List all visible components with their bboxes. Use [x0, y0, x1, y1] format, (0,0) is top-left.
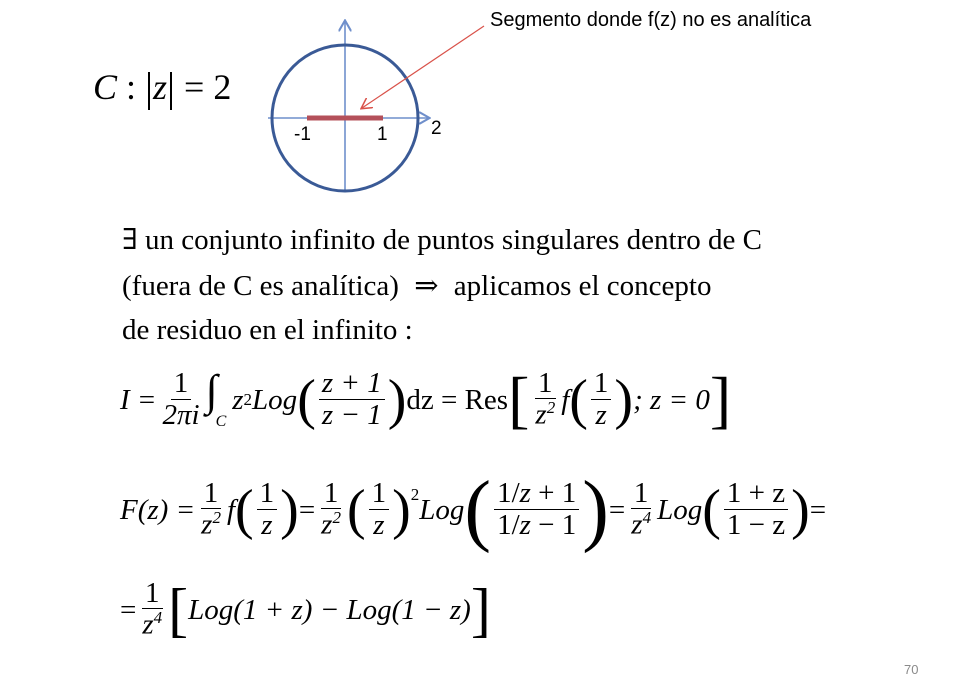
eq3-frac-z: z — [142, 609, 154, 642]
eq3-frac-exp: 4 — [153, 608, 163, 628]
eq2-nested-num-one: 1 — [497, 477, 512, 510]
eq1-log-num: z + 1 — [319, 368, 385, 399]
eq2-frac-b — [257, 478, 278, 541]
eq2-frac-e-z: z — [631, 509, 643, 542]
eq1-res-den-exp: 2 — [546, 398, 556, 418]
implies-symbol: ⇒ — [414, 270, 439, 302]
eq2-frac-e-num: 1 — [631, 478, 652, 509]
eq3-eq: = — [120, 593, 137, 626]
bracket-close: ] — [709, 364, 732, 435]
text-line-3-body: de residuo en el infinito : — [122, 314, 413, 346]
eq2-nested-frac — [494, 478, 579, 541]
eq1-res-den-z: z — [535, 399, 547, 432]
eq2-nested-den-z: z — [519, 508, 531, 541]
annotation-arrow — [362, 26, 484, 108]
eq3-frac — [139, 578, 165, 642]
page-number: 70 — [904, 662, 919, 677]
eq1-res-num: 1 — [535, 368, 556, 399]
eq2-frac-a-z: z — [201, 509, 213, 542]
equation-transform — [120, 460, 826, 560]
eq1-log-den: z − 1 — [321, 398, 382, 431]
eq2-nested-num-z: z — [519, 477, 531, 510]
eq2-paren-b-close: ) — [392, 479, 411, 541]
eq2-paren-a-close: ) — [280, 479, 299, 541]
eq1-exp: 2 — [243, 390, 253, 409]
eq2-frac-d-num: 1 — [369, 478, 390, 509]
eq3-bracket-close: ] — [470, 577, 491, 643]
integral-sign: ∫ — [205, 366, 218, 415]
bracket-open: [ — [508, 364, 530, 435]
eq2-frac-b-den: z — [261, 508, 273, 541]
eq2-frac-c-num: 1 — [321, 478, 342, 509]
eq2-nested-num: 1/z + 1 — [494, 478, 579, 509]
eq2-nested-den: 1/z − 1 — [497, 508, 577, 541]
eq2-frac-c-exp: 2 — [332, 508, 341, 528]
eq3-frac-den — [139, 609, 165, 642]
eq2-frac-e-den — [628, 509, 654, 542]
contour-eq: = 2 — [184, 67, 232, 107]
contour-definition — [93, 66, 231, 110]
eq1-f: f — [561, 383, 570, 416]
eq2-f: f — [226, 493, 235, 526]
eq2-nested-den-one: 1 — [497, 508, 512, 541]
eq2-frac-f-num: 1 + z — [724, 478, 788, 509]
label-one: 1 — [377, 124, 388, 145]
eq2-frac-c — [318, 478, 344, 542]
annotation-label: Segmento donde f(z) no es analítica — [490, 9, 812, 31]
equation-result — [120, 570, 491, 650]
text-line-2-body: (fuera de C es analítica) — [122, 270, 399, 302]
eq1-lhs: I = — [120, 383, 157, 416]
eq2-frac-a-num: 1 — [201, 478, 222, 509]
text-line-3 — [122, 314, 413, 347]
eq3-bracket-open: [ — [168, 577, 189, 643]
eq2-eq-1: = — [298, 493, 316, 526]
eq1-res-frac — [532, 368, 558, 432]
eq2-frac-e — [628, 478, 654, 542]
eq2-log-2: Log — [657, 493, 703, 526]
eq1-z: z — [232, 383, 244, 416]
eq2-frac-a-den — [198, 509, 224, 542]
paren-close: ) — [387, 369, 407, 431]
eq2-eq-2: = — [608, 493, 626, 526]
eq2-lhs: F(z) = — [120, 493, 196, 526]
eq2-frac-e-exp: 4 — [642, 508, 652, 528]
eq2-log-1: Log — [419, 493, 465, 526]
eq2-frac-f-den: 1 − z — [726, 508, 786, 541]
eq1-prefactor — [159, 368, 202, 431]
eq2-nested-den-minus: − 1 — [538, 508, 577, 541]
contour-c: C — [93, 67, 118, 107]
eq1-dz-res: dz = Res — [406, 383, 509, 416]
eq1-tail: ; z = 0 — [633, 383, 710, 416]
integral-contour: C — [215, 413, 227, 430]
contour-z: z — [153, 67, 168, 107]
eq1-f-arg-den: z — [595, 398, 607, 431]
exists-symbol: ∃ — [122, 224, 138, 256]
eq1-log: Log — [252, 383, 298, 416]
eq2-eq-3: = — [809, 493, 827, 526]
eq2-frac-d-den: z — [373, 508, 385, 541]
eq2-frac-f — [724, 478, 788, 541]
eq2-frac-c-z: z — [321, 509, 333, 542]
text-line-1-body: un conjunto infinito de puntos singulares dentro de C — [144, 224, 762, 256]
eq2-paren-a-open: ( — [235, 479, 254, 541]
contour-colon: : — [126, 67, 137, 107]
label-minus-one: -1 — [294, 124, 311, 145]
eq1-prefactor-num: 1 — [171, 368, 192, 399]
eq1-prefactor-den: 2πi — [162, 398, 200, 431]
eq2-paren-d-open: ( — [702, 479, 721, 541]
eq2-frac-b-num: 1 — [257, 478, 278, 509]
eq1-f-arg — [591, 368, 612, 431]
eq2-frac-d — [369, 478, 390, 541]
text-line-2 — [122, 268, 711, 303]
text-line-1 — [122, 222, 762, 257]
abs-bar-right — [170, 72, 172, 110]
paren-open: ( — [297, 369, 316, 431]
eq2-square: 2 — [410, 485, 420, 504]
equation-integral — [120, 360, 731, 440]
eq2-paren-c-close: ) — [582, 466, 609, 554]
text-line-2-rest: aplicamos el concepto — [453, 270, 712, 302]
abs-bar-left — [148, 72, 150, 110]
eq2-paren-c-open: ( — [464, 466, 492, 554]
paren-open-2: ( — [569, 369, 588, 431]
eq1-log-arg — [319, 368, 385, 431]
eq1-f-arg-num: 1 — [591, 368, 612, 399]
eq2-frac-a-exp: 2 — [212, 508, 221, 528]
eq2-frac-a — [198, 478, 224, 542]
eq2-paren-b-open: ( — [346, 479, 366, 541]
eq1-res-den — [532, 399, 558, 432]
paren-close-2: ) — [614, 369, 634, 431]
eq3-frac-num: 1 — [142, 578, 163, 609]
eq2-nested-num-plus: + 1 — [538, 477, 577, 510]
eq3-body: Log(1 + z) − Log(1 − z) — [188, 593, 471, 626]
eq2-frac-c-den — [318, 509, 344, 542]
label-two: 2 — [431, 118, 442, 139]
eq2-paren-d-close: ) — [791, 479, 810, 541]
